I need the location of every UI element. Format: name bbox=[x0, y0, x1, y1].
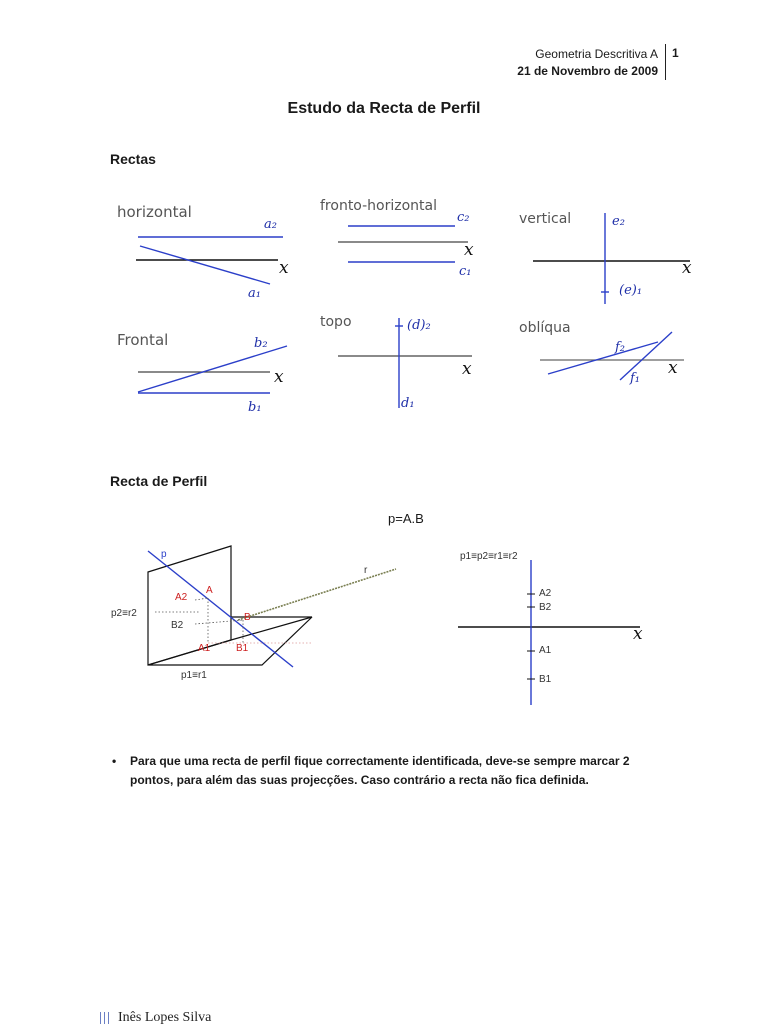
page-title: Estudo da Recta de Perfil bbox=[287, 100, 481, 117]
course-name: Geometria Descritiva A bbox=[535, 47, 658, 61]
mongean-B2: B2 bbox=[539, 602, 552, 613]
footer-bars-icon bbox=[100, 1012, 111, 1024]
proj-f1: f₁ bbox=[630, 371, 641, 386]
axis-x-frontal: x bbox=[274, 367, 284, 387]
axis-x-vertical: x bbox=[682, 258, 692, 278]
label-A2: A2 bbox=[175, 592, 188, 603]
axis-x-topo: x bbox=[462, 359, 472, 379]
label-p1-r1: p1≡r1 bbox=[181, 670, 207, 681]
label-line-r: r bbox=[364, 565, 368, 576]
proj-e1: (e)₁ bbox=[619, 283, 643, 298]
note-text: Para que uma recta de perfil fique correctamente identificada, deve-se sempre marcar 2 pontos, para além das suas projecções. Caso contrário a recta não fica definida. bbox=[130, 754, 630, 787]
label-point-B: B bbox=[244, 612, 251, 623]
proj-f2: f₂ bbox=[615, 340, 626, 355]
proj-b2: b₂ bbox=[254, 336, 268, 351]
label-line-p: p bbox=[161, 549, 167, 560]
proj-a2: a₂ bbox=[264, 217, 277, 232]
label-vertical: vertical bbox=[519, 211, 572, 227]
section-heading-rectas: Rectas bbox=[110, 151, 156, 167]
label-topo: topo bbox=[320, 314, 352, 330]
section-heading-perfil: Recta de Perfil bbox=[110, 473, 208, 489]
mongean-axis-x: x bbox=[633, 624, 643, 644]
proj-b1: b₁ bbox=[248, 400, 262, 415]
proj-d2: (d)₂ bbox=[407, 318, 431, 333]
label-p2-r2: p2≡r2 bbox=[111, 608, 137, 619]
label-point-A: A bbox=[206, 585, 213, 596]
axis-x-horizontal: x bbox=[279, 258, 289, 278]
proj-c2: c₂ bbox=[457, 210, 470, 225]
page-number: 1 bbox=[672, 46, 679, 60]
proj-e2: e₂ bbox=[612, 214, 625, 229]
label-A1: A1 bbox=[198, 643, 211, 654]
label-B1: B1 bbox=[236, 643, 249, 654]
mongean-A2: A2 bbox=[539, 588, 552, 599]
label-B2: B2 bbox=[171, 620, 184, 631]
axis-x-obliqua: x bbox=[668, 358, 678, 378]
axis-x-fronto-horizontal: x bbox=[464, 240, 474, 260]
proj-d1: d₁ bbox=[401, 396, 415, 411]
document-date: 21 de Novembro de 2009 bbox=[517, 64, 658, 78]
mongean-top-label: p1≡p2≡r1≡r2 bbox=[460, 551, 518, 562]
proj-c1: c₁ bbox=[459, 264, 472, 279]
perfil-formula: p=A.B bbox=[388, 511, 424, 526]
footer-author: Inês Lopes Silva bbox=[118, 1010, 212, 1025]
mongean-A1: A1 bbox=[539, 645, 552, 656]
note-bullet bbox=[112, 752, 670, 790]
label-fronto-horizontal: fronto-horizontal bbox=[320, 198, 438, 214]
label-frontal: Frontal bbox=[117, 331, 169, 349]
proj-a1: a₁ bbox=[248, 286, 261, 301]
mongean-B1: B1 bbox=[539, 674, 552, 685]
label-obliqua: oblíqua bbox=[519, 320, 571, 336]
label-horizontal: horizontal bbox=[117, 203, 192, 221]
bullet-icon: • bbox=[112, 754, 117, 768]
